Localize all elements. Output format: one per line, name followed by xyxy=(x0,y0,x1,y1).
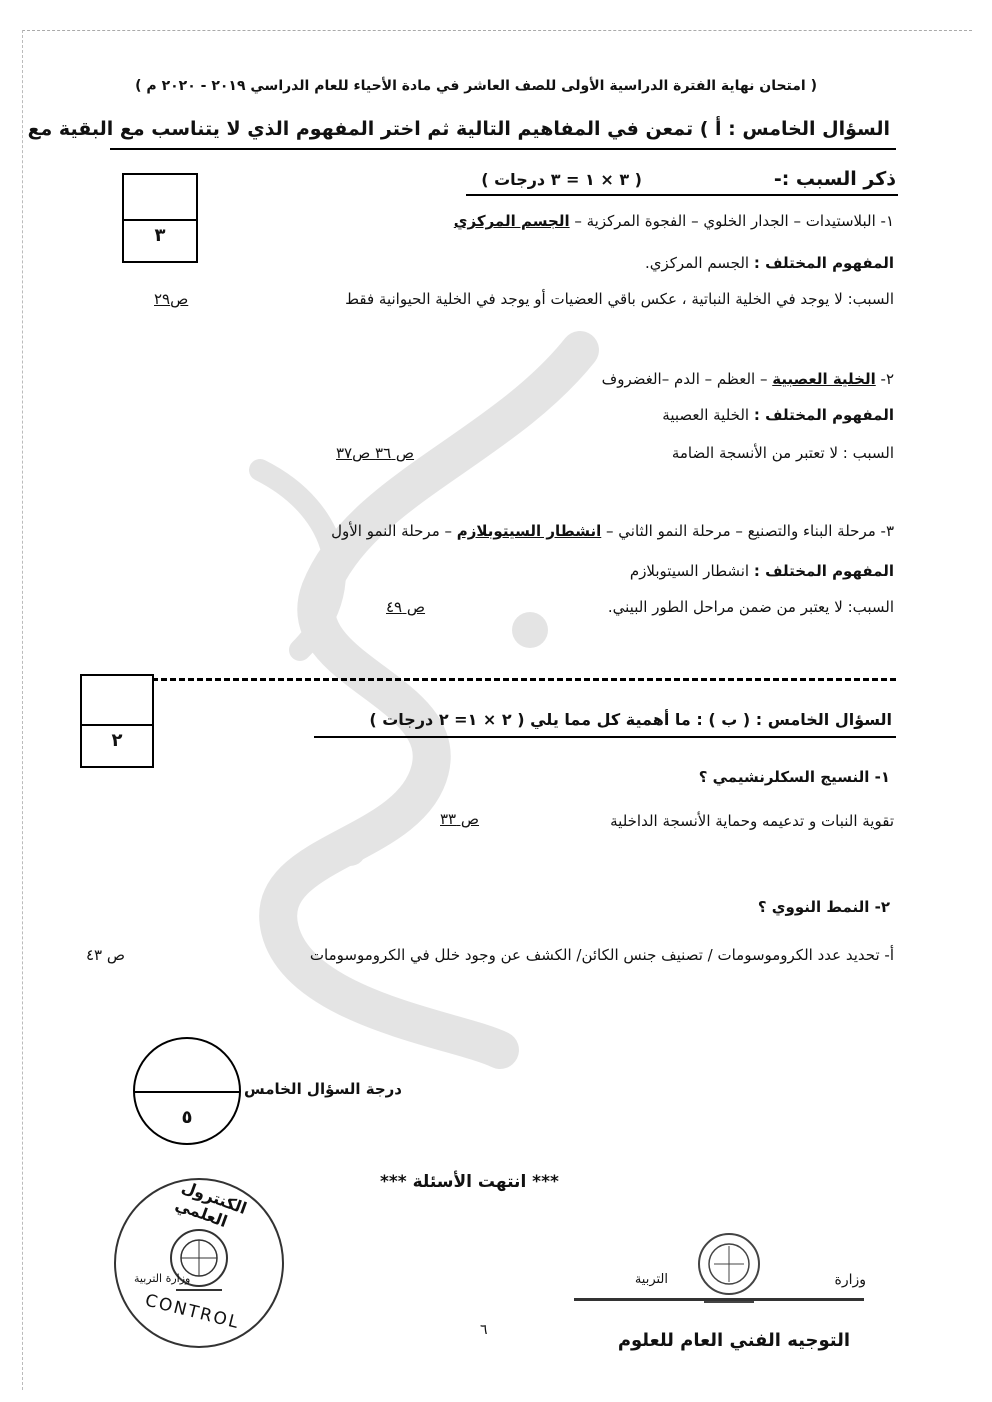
concept-value: الجسم المركزي. xyxy=(644,254,754,272)
q5a-item-2-answer: الخلية العصبية xyxy=(772,370,876,388)
q5a-item-2-reason xyxy=(672,444,894,462)
q5a-grade: ٣ xyxy=(154,225,166,246)
total-grade-circle xyxy=(133,1037,241,1145)
reason-label: السبب : xyxy=(842,444,894,462)
q5b-grade: ٢ xyxy=(111,730,123,751)
page-number: ٦ xyxy=(480,1322,488,1338)
q5b-title-rule xyxy=(314,736,896,738)
q5a-subtitle-rule xyxy=(466,194,898,196)
end-text: *** انتهت الأسئلة *** xyxy=(380,1172,559,1192)
page-border-left xyxy=(22,30,23,1390)
concept-value: الخلية العصبية xyxy=(662,406,754,424)
ministry-rule xyxy=(574,1298,864,1301)
reason-value: لا يعتبر من ضمن مراحل الطور البيني. xyxy=(607,598,848,616)
q5a-marks: ( ٣ × ١ = ٣ درجات ) xyxy=(481,170,642,189)
q5a-item-1-reason xyxy=(345,290,894,308)
q5a-item-1-concept xyxy=(645,254,894,272)
exam-header: ( امتحان نهاية الفترة الدراسية الأولى للصف العاشر في مادة الأحياء للعام الدراسي ٢٠١٩ - ٢٠٢٠ م ) xyxy=(135,78,817,94)
page-border-top xyxy=(22,30,972,31)
q5a-grade-box xyxy=(122,173,198,263)
ministry-right-word: التربية xyxy=(634,1272,668,1287)
q5a-item-1-page-ref: ص٢٩ xyxy=(154,290,189,308)
q5b-item-2-page-ref: ص ٤٣ xyxy=(86,946,126,964)
q5a-item-2-options xyxy=(602,370,894,388)
q5b-item-1-answer: تقوية النبات و تدعيمه وحماية الأنسجة الداخلية xyxy=(610,812,894,830)
q5a-item-1-options xyxy=(454,212,894,230)
concept-label: المفهوم المختلف : xyxy=(753,254,894,272)
section-separator xyxy=(152,678,896,681)
q5b-item-2-question: ٢- النمط النووي ؟ xyxy=(757,898,890,916)
q5b-item-1-page-ref: ص ٣٣ xyxy=(440,810,480,828)
q5a-title-rule xyxy=(110,148,896,150)
q5a-subtitle: ذكر السبب :- xyxy=(773,168,896,190)
q5b-grade-box xyxy=(80,674,154,768)
ministry-left-word: وزارة xyxy=(834,1272,866,1288)
reason-label: السبب: xyxy=(847,290,894,308)
q5a-item-3-suffix: – مرحلة النمو الأول xyxy=(331,522,457,540)
stamp-arc-text: الكنترول العلمي xyxy=(172,1177,250,1232)
q5a-item-2-prefix: ٢- xyxy=(875,370,894,388)
q5a-item-3-answer: انشطار السيتوبلازم xyxy=(456,522,602,540)
q5a-item-3-options xyxy=(331,522,894,540)
q5a-item-1-prefix: ١- البلاستيدات – الجدار الخلوي – الفجوة المركزية – xyxy=(569,212,894,230)
stamp-ministry: وزارة التربية xyxy=(134,1272,191,1285)
ministry-bottom-text: التوجيه الفني العام للعلوم xyxy=(617,1330,850,1351)
q5b-item-1-question: ١- النسيج السكلرنشيمي ؟ xyxy=(698,768,890,786)
q5a-item-3-page-ref: ص ٤٩ xyxy=(386,598,426,616)
total-grade-label: درجة السؤال الخامس xyxy=(244,1080,402,1098)
stamp-control: CONTROL xyxy=(143,1290,243,1334)
q5a-title: السؤال الخامس : أ ) تمعن في المفاهيم التالية ثم اختر المفهوم الذي لا يتناسب مع البقية مع xyxy=(27,118,890,140)
q5a-item-3-concept xyxy=(630,562,894,580)
q5a-item-3-reason xyxy=(608,598,894,616)
q5a-item-1-answer: الجسم المركزي xyxy=(453,212,570,230)
concept-label: المفهوم المختلف : xyxy=(753,406,894,424)
control-stamp xyxy=(114,1178,284,1348)
reason-value: لا تعتبر من الأنسجة الضامة xyxy=(671,444,843,462)
total-grade-value: ٥ xyxy=(181,1107,193,1128)
q5b-item-2-answer: أ- تحديد عدد الكروموسومات / تصنيف جنس الكائن/ الكشف عن وجود خلل في الكروموسومات xyxy=(309,946,894,964)
q5a-item-2-concept xyxy=(662,406,894,424)
reason-label: السبب: xyxy=(847,598,894,616)
q5a-item-3-prefix: ٣- مرحلة البناء والتصنيع – مرحلة النمو الثاني – xyxy=(601,522,894,540)
reason-value: لا يوجد في الخلية النباتية ، عكس باقي العضيات أو يوجد في الخلية الحيوانية فقط xyxy=(345,290,848,308)
concept-value: انشطار السيتوبلازم xyxy=(629,562,754,580)
ministry-emblem-icon xyxy=(684,1228,774,1308)
q5b-title: السؤال الخامس : ( ب ) : ما أهمية كل مما يلي ( ٢ × ١= ٢ درجات ) xyxy=(369,710,892,729)
concept-label: المفهوم المختلف : xyxy=(753,562,894,580)
q5a-item-2-page-ref: ص ٣٦ ص٣٧ xyxy=(336,444,415,462)
q5a-item-2-suffix: – العظم – الدم –الغضروف xyxy=(601,370,773,388)
